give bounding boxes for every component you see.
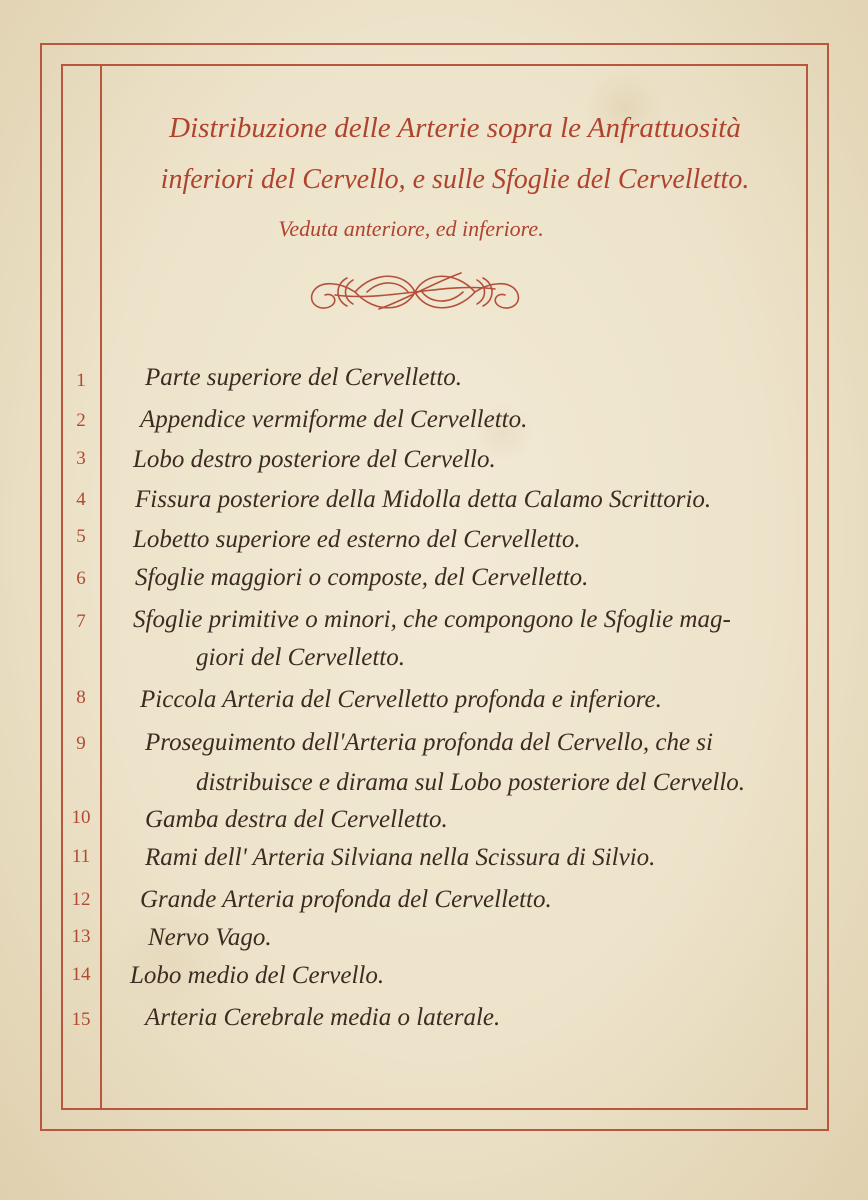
legend-text: Arteria Cerebrale media o laterale. — [145, 1004, 501, 1031]
legend-text: Sfoglie maggiori o composte, del Cervelletto. — [135, 564, 589, 591]
legend-number: 14 — [71, 964, 91, 985]
legend-number: 2 — [76, 410, 86, 431]
legend-number: 10 — [71, 807, 91, 828]
legend-text: Appendice vermiforme del Cervelletto. — [140, 406, 528, 433]
legend-text: Nervo Vago. — [148, 924, 272, 951]
legend-text: Rami dell' Arteria Silviana nella Scissura di Silvio. — [145, 844, 656, 871]
legend-number: 6 — [76, 568, 86, 589]
legend-number: 12 — [71, 889, 91, 910]
legend-text: Lobetto superiore ed esterno del Cervelletto. — [133, 526, 581, 553]
legend-text: Fissura posteriore della Midolla detta Calamo Scrittorio. — [135, 486, 712, 513]
legend-text: Lobo destro posteriore del Cervello. — [133, 446, 496, 473]
legend-text: Sfoglie primitive o minori, che compongono le Sfoglie mag- — [133, 606, 731, 633]
legend-number: 3 — [76, 448, 86, 469]
margin-rule — [100, 64, 102, 1110]
legend-number: 11 — [71, 846, 91, 867]
legend-number: 13 — [71, 926, 91, 947]
legend-text: Grande Arteria profonda del Cervelletto. — [140, 886, 552, 913]
legend-text: Parte superiore del Cervelletto. — [145, 364, 463, 391]
flourish-icon — [295, 262, 535, 322]
legend-number: 8 — [76, 687, 86, 708]
legend-text: Gamba destra del Cervelletto. — [145, 806, 448, 833]
legend-number: 9 — [76, 733, 86, 754]
title-line-1: Distribuzione delle Arterie sopra le Anfrattuosità — [169, 112, 741, 144]
legend-text: Proseguimento dell'Arteria profonda del Cervello, che si — [145, 729, 713, 756]
legend-text-continued: giori del Cervelletto. — [196, 644, 405, 671]
subtitle: Veduta anteriore, ed inferiore. — [278, 216, 544, 241]
legend-text: Lobo medio del Cervello. — [130, 962, 385, 989]
title-line-2: inferiori del Cervello, e sulle Sfoglie del Cervelletto. — [160, 164, 750, 195]
legend-number: 15 — [71, 1009, 91, 1030]
legend-text-continued: distribuisce e dirama sul Lobo posteriore del Cervello. — [196, 769, 746, 796]
legend-number: 1 — [76, 370, 86, 391]
legend-number: 7 — [76, 611, 86, 632]
legend-number: 4 — [76, 489, 86, 510]
flourish-strokes — [312, 273, 519, 309]
legend-number: 5 — [76, 526, 86, 547]
legend-text: Piccola Arteria del Cervelletto profonda e inferiore. — [140, 686, 662, 713]
